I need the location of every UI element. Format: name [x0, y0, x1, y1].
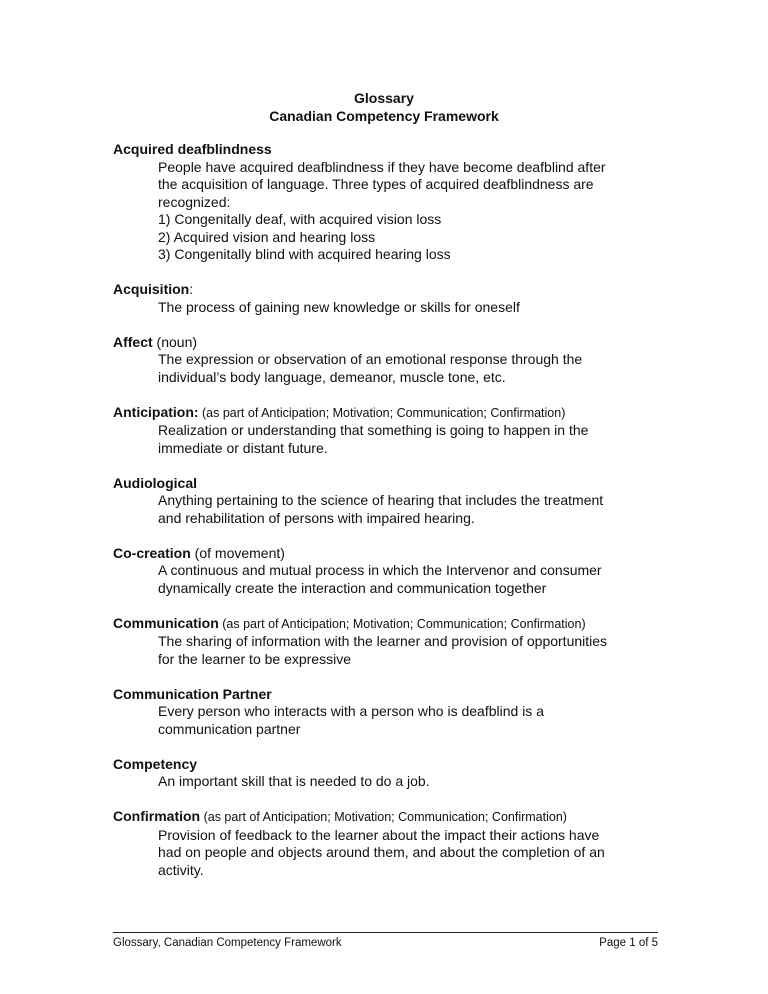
glossary-definition: Every person who interacts with a person who is deafblind is a communication partner [158, 703, 544, 737]
glossary-term: Communication Partner [113, 685, 272, 702]
glossary-entry [113, 334, 658, 387]
glossary-entry [113, 404, 658, 458]
glossary-term: Communication [113, 614, 219, 631]
glossary-term: Acquired deafblindness [113, 141, 272, 157]
glossary-entry [113, 475, 658, 528]
glossary-definition: People have acquired deafblindness if they have become deafblind after the acquisition of language. Three types of acquired deafblindness are recognized: 1) Congenitally deaf, with acquired vision loss 2) Acquired vision and hearing loss 3) Congenitally blind with acquired hearing loss [158, 158, 606, 262]
glossary-definition: The process of gaining new knowledge or skills for oneself [158, 298, 520, 315]
glossary-entry [113, 141, 658, 264]
glossary-term: Co-creation [113, 544, 191, 561]
glossary-term: Competency [113, 755, 198, 772]
glossary-definition: Provision of feedback to the learner about the impact their actions have had on people and objects around them, and about the completion of an activity. [158, 826, 605, 878]
footer-document-title: Glossary, Canadian Competency Framework [113, 937, 342, 949]
glossary-qualifier: (as part of Anticipation; Motivation; Communication; Confirmation) [200, 810, 567, 824]
glossary-qualifier: (as part of Anticipation; Motivation; Communication; Confirmation) [198, 405, 566, 420]
glossary-definition: An important skill that is needed to do a job. [158, 773, 430, 789]
glossary-term: Audiological [113, 474, 197, 491]
glossary-entry [113, 281, 658, 316]
glossary-entry [113, 615, 658, 669]
footer-page-number: Page 1 of 5 [599, 937, 658, 949]
glossary-entry [113, 808, 658, 879]
glossary-entry [113, 756, 658, 791]
glossary-entry [113, 686, 658, 739]
page-footer [113, 932, 658, 950]
glossary-term: Affect [113, 333, 153, 350]
glossary-list [113, 141, 658, 897]
glossary-qualifier: : [189, 281, 194, 297]
document-subtitle: Canadian Competency Framework [269, 107, 499, 124]
glossary-term: Confirmation [113, 808, 201, 824]
glossary-definition: The sharing of information with the learner and provision of opportunities for the learner to be expressive [158, 633, 608, 667]
glossary-definition: The expression or observation of an emotional response through the individual’s body language, demeanor, muscle tone, etc. [158, 351, 583, 385]
document-header [0, 90, 768, 125]
glossary-term: Acquisition [113, 281, 190, 297]
glossary-definition: Realization or understanding that something is going to happen in the immediate or distant future. [158, 422, 589, 456]
glossary-qualifier: (of movement) [190, 544, 285, 561]
document-title: Glossary [354, 90, 414, 106]
glossary-term: Anticipation: [113, 403, 199, 420]
glossary-definition: A continuous and mutual process in which the Intervenor and consumer dynamically create the interaction and communication together [158, 562, 602, 596]
glossary-definition: Anything pertaining to the science of hearing that includes the treatment and rehabilitation of persons with impaired hearing. [158, 492, 604, 526]
glossary-entry [113, 545, 658, 598]
glossary-qualifier: (as part of Anticipation; Motivation; Communication; Confirmation) [218, 616, 586, 631]
glossary-qualifier: (noun) [152, 333, 198, 350]
